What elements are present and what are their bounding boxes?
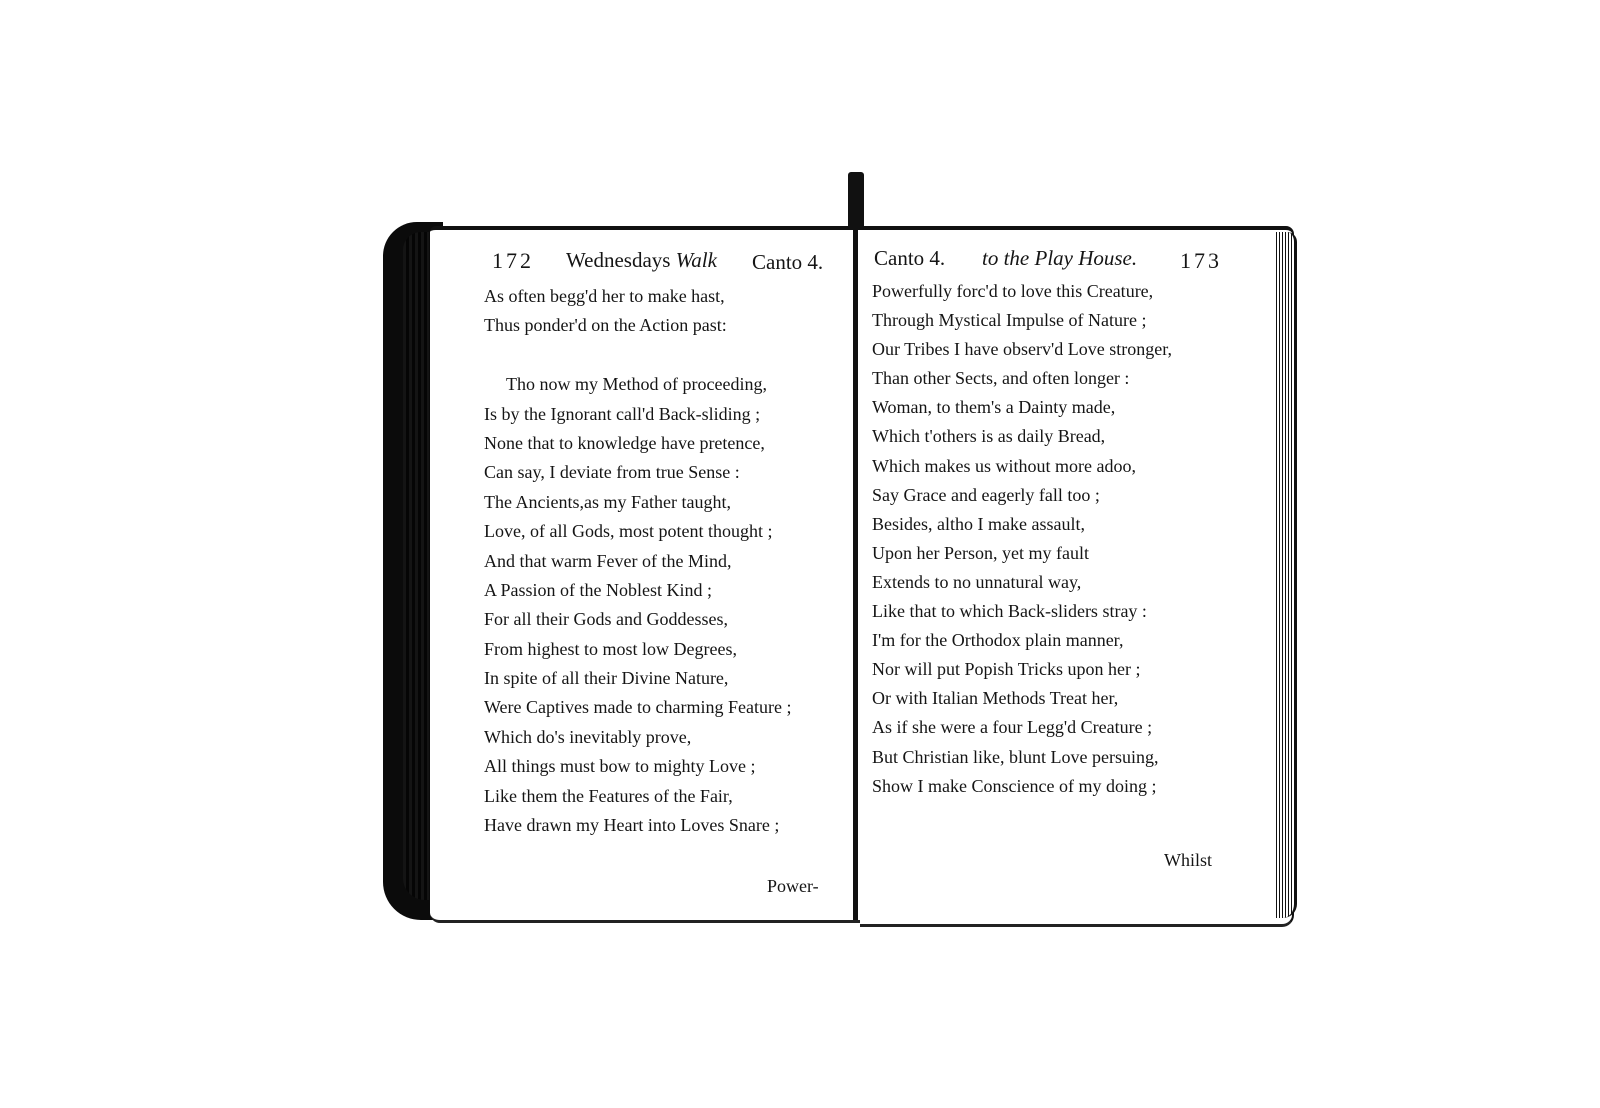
verse-line: Through Mystical Impulse of Nature ;: [872, 310, 1147, 331]
verse-line: Show I make Conscience of my doing ;: [872, 775, 1157, 796]
verse-line: As if she were a four Legg'd Creature ;: [872, 717, 1153, 738]
right-running-title: to the Play House.: [982, 246, 1138, 270]
verse-line: Nor will put Popish Tricks upon her ;: [872, 659, 1141, 680]
right-canto-label: Canto 4.: [874, 246, 946, 270]
verse-line: For all their Gods and Goddesses,: [484, 609, 728, 630]
verse-line: Say Grace and eagerly fall too ;: [872, 484, 1100, 505]
verse-line: Is by the Ignorant call'd Back-sliding ;: [484, 403, 761, 424]
verse-line: And that warm Fever of the Mind,: [484, 550, 732, 571]
right-page-number: 173: [1180, 248, 1222, 273]
verse-line: Our Tribes I have observ'd Love stronger,: [872, 339, 1172, 360]
right-page-text: [872, 277, 1172, 801]
verse-line: Upon her Person, yet my fault: [872, 542, 1089, 563]
verse-line: Were Captives made to charming Feature ;: [484, 697, 792, 718]
verse-line: But Christian like, blunt Love persuing,: [872, 746, 1159, 767]
verse-line: I'm for the Orthodox plain manner,: [872, 630, 1124, 651]
verse-line: Or with Italian Methods Treat her,: [872, 688, 1119, 709]
verse-line: Have drawn my Heart into Loves Snare ;: [484, 815, 780, 836]
verse-line: From highest to most low Degrees,: [484, 638, 737, 659]
verse-line: As often begg'd her to make hast,: [484, 286, 725, 306]
verse-line: The Ancients,as my Father taught,: [484, 491, 731, 512]
left-running-title-roman: Wednesdays: [566, 248, 671, 272]
verse-line: A Passion of the Noblest Kind ;: [484, 579, 712, 600]
verse-line: None that to knowledge have pretence,: [484, 432, 765, 453]
stanza-break: [484, 341, 791, 370]
right-catchword: Whilst: [1164, 850, 1212, 870]
verse-line: Can say, I deviate from true Sense :: [484, 462, 740, 483]
verse-line: In spite of all their Divine Nature,: [484, 668, 729, 689]
left-page-number: 172: [492, 248, 534, 273]
verse-line: Like that to which Back-sliders stray :: [872, 601, 1147, 622]
verse-line: All things must bow to mighty Love ;: [484, 756, 756, 777]
page-edges-left: [403, 232, 429, 900]
book-gutter: [853, 212, 858, 920]
page-edges-right: [1276, 232, 1297, 918]
verse-line: Love, of all Gods, most potent thought ;: [484, 521, 773, 542]
left-catchword: Power-: [767, 876, 819, 896]
left-page-text: [484, 282, 791, 840]
left-running-title-italic: Walk: [675, 248, 717, 272]
verse-line: Which t'others is as daily Bread,: [872, 426, 1106, 447]
verse-line: Woman, to them's a Dainty made,: [872, 397, 1116, 418]
verse-line: Which do's inevitably prove,: [484, 726, 692, 747]
left-running-title: [566, 250, 717, 271]
verse-line: Powerfully forc'd to love this Creature,: [872, 281, 1154, 301]
left-canto-label: Canto 4.: [752, 250, 824, 274]
verse-line: Besides, altho I make assault,: [872, 513, 1085, 534]
verse-line: Extends to no unnatural way,: [872, 571, 1082, 592]
verse-line: Than other Sects, and often longer :: [872, 368, 1130, 389]
verse-line: Which makes us without more adoo,: [872, 455, 1136, 476]
verse-line: Tho now my Method of proceeding,: [506, 374, 767, 395]
verse-line: Thus ponder'd on the Action past:: [484, 315, 727, 336]
verse-line: Like them the Features of the Fair,: [484, 785, 733, 806]
